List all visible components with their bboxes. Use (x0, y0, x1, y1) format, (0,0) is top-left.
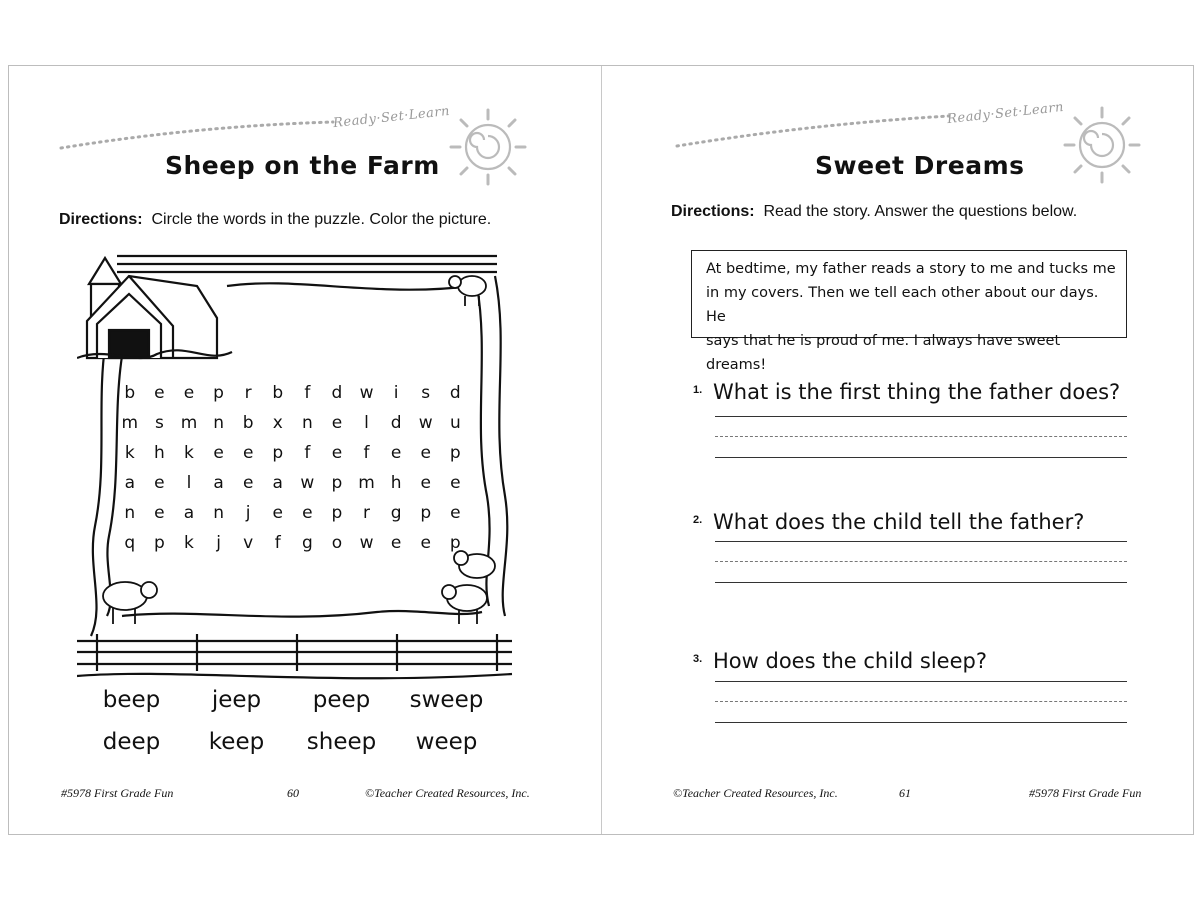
directions-text: Read the story. Answer the questions below. (763, 203, 1078, 220)
word-bank-word: beep (102, 687, 161, 713)
answer-line[interactable] (715, 541, 1127, 542)
question-number: 2. (693, 514, 703, 526)
directions (59, 211, 491, 229)
left-page (9, 66, 601, 834)
directions-label: Directions: (59, 211, 143, 228)
question-number: 3. (693, 653, 703, 665)
puzzle-letter[interactable]: b (272, 383, 284, 403)
word-bank-word: sheep (306, 729, 377, 755)
puzzle-letter[interactable]: p (272, 443, 284, 463)
right-page (601, 66, 1193, 834)
puzzle-letter[interactable]: m (180, 413, 198, 433)
puzzle-letter[interactable]: j (216, 533, 221, 553)
puzzle-letter[interactable]: q (124, 533, 136, 553)
puzzle-letter[interactable]: e (302, 503, 313, 523)
answer-line[interactable] (715, 582, 1127, 583)
puzzle-letter[interactable]: n (301, 413, 313, 433)
puzzle-letter[interactable]: a (124, 473, 135, 493)
puzzle-letter[interactable]: e (420, 533, 431, 553)
puzzle-letter[interactable]: f (363, 443, 370, 463)
puzzle-letter[interactable]: m (358, 473, 375, 493)
page-title: Sheep on the Farm (165, 151, 440, 180)
puzzle-letter[interactable]: k (184, 443, 194, 463)
question-text: What does the child tell the father? (713, 510, 1085, 534)
page-title: Sweet Dreams (815, 151, 1025, 180)
puzzle-letter[interactable]: e (331, 413, 343, 433)
puzzle-letter[interactable]: l (186, 473, 192, 493)
puzzle-letter[interactable]: n (213, 413, 224, 433)
puzzle-letter[interactable]: m (121, 413, 139, 433)
series-label: Ready·Set·Learn (946, 99, 1065, 128)
puzzle-letter[interactable]: e (420, 473, 431, 493)
puzzle-letter[interactable]: w (359, 533, 374, 553)
puzzle-letter[interactable]: s (154, 413, 164, 433)
footer-page-number: 61 (899, 786, 911, 800)
puzzle-letter[interactable]: f (304, 443, 311, 463)
puzzle-letter[interactable]: w (359, 383, 374, 403)
puzzle-letter[interactable]: e (154, 473, 165, 493)
puzzle-letter[interactable]: l (364, 413, 369, 433)
puzzle-letter[interactable]: e (213, 443, 224, 463)
puzzle-letter[interactable]: p (420, 503, 432, 523)
puzzle-letter[interactable]: a (183, 503, 195, 523)
puzzle-letter[interactable]: u (449, 413, 461, 433)
puzzle-letter[interactable]: p (331, 473, 343, 493)
answer-line[interactable] (715, 416, 1127, 417)
puzzle-letter[interactable]: a (272, 473, 283, 493)
puzzle-letter[interactable]: d (449, 383, 461, 403)
footer-copyright: ©Teacher Created Resources, Inc. (365, 786, 530, 800)
answer-midline (715, 436, 1127, 437)
puzzle-letter[interactable]: r (244, 383, 252, 403)
word-search-grid (115, 383, 470, 563)
word-bank-word: keep (208, 729, 265, 755)
puzzle-letter[interactable]: a (213, 473, 224, 493)
puzzle-letter[interactable]: p (213, 383, 224, 403)
answer-line[interactable] (715, 457, 1127, 458)
puzzle-letter[interactable]: s (421, 383, 431, 403)
puzzle-letter[interactable]: e (242, 473, 254, 493)
answer-line[interactable] (715, 681, 1127, 682)
puzzle-letter[interactable]: e (154, 503, 165, 523)
puzzle-letter[interactable]: w (300, 473, 315, 493)
question-number: 1. (693, 384, 703, 396)
puzzle-letter[interactable]: e (154, 383, 165, 403)
puzzle-letter[interactable]: i (393, 383, 399, 403)
puzzle-letter[interactable]: p (331, 503, 343, 523)
puzzle-letter[interactable]: h (390, 473, 402, 493)
word-bank-word: deep (102, 729, 161, 755)
puzzle-letter[interactable]: j (245, 503, 251, 523)
word-bank-word: jeep (211, 687, 262, 713)
sun-icon (447, 106, 529, 188)
story-line: in my covers. Then we tell each other about our days. He (706, 285, 1099, 325)
footer-page-number: 60 (287, 786, 299, 800)
story-line: At bedtime, my father reads a story to me and tucks me (706, 261, 1116, 277)
word-bank (79, 687, 499, 771)
puzzle-letter[interactable]: d (390, 413, 402, 433)
directions (671, 203, 1077, 221)
puzzle-letter[interactable]: p (449, 533, 461, 553)
puzzle-letter[interactable]: g (301, 533, 313, 553)
book-spread (8, 65, 1194, 835)
puzzle-letter[interactable]: d (331, 383, 343, 403)
footer-book: #5978 First Grade Fun (1029, 786, 1142, 800)
puzzle-letter[interactable]: g (390, 503, 402, 523)
footer-book: #5978 First Grade Fun (61, 786, 174, 800)
puzzle-letter[interactable]: e (272, 503, 283, 523)
puzzle-letter[interactable]: b (242, 413, 254, 433)
puzzle-letter[interactable]: p (449, 443, 461, 463)
puzzle-letter[interactable]: b (124, 383, 136, 403)
puzzle-letter[interactable]: e (450, 503, 461, 523)
puzzle-letter[interactable]: f (274, 533, 281, 553)
puzzle-letter[interactable]: e (420, 443, 431, 463)
question-text: How does the child sleep? (713, 649, 987, 673)
puzzle-letter[interactable]: n (124, 503, 136, 523)
puzzle-letter[interactable]: x (272, 413, 283, 433)
puzzle-letter[interactable]: p (153, 533, 165, 553)
puzzle-letter[interactable]: v (243, 533, 254, 553)
question-text: What is the first thing the father does? (713, 380, 1121, 404)
footer-copyright: ©Teacher Created Resources, Inc. (673, 786, 838, 800)
puzzle-letter[interactable]: r (363, 503, 371, 523)
answer-midline (715, 561, 1127, 562)
word-bank-word: peep (312, 687, 371, 713)
puzzle-letter[interactable]: o (331, 533, 343, 553)
puzzle-letter[interactable]: h (154, 443, 165, 463)
puzzle-letter[interactable]: f (304, 383, 311, 403)
dotted-arc-decoration (673, 104, 953, 154)
puzzle-letter[interactable]: e (390, 443, 402, 463)
puzzle-letter[interactable]: e (331, 443, 343, 463)
series-label: Ready·Set·Learn (332, 103, 451, 132)
puzzle-letter[interactable]: n (213, 503, 224, 523)
puzzle-letter[interactable]: e (242, 443, 254, 463)
puzzle-letter[interactable]: e (450, 473, 461, 493)
puzzle-letter[interactable]: w (418, 413, 433, 433)
word-bank-word: sweep (409, 687, 484, 713)
puzzle-letter[interactable]: k (124, 443, 135, 463)
answer-line[interactable] (715, 722, 1127, 723)
sun-icon (1061, 104, 1143, 186)
story-line: says that he is proud of me. I always have sweet dreams! (706, 333, 1061, 373)
story-box (691, 250, 1127, 373)
puzzle-letter[interactable]: e (390, 533, 402, 553)
puzzle-letter[interactable]: k (184, 533, 194, 553)
directions-label: Directions: (671, 203, 755, 220)
directions-text: Circle the words in the puzzle. Color the picture. (151, 211, 492, 228)
puzzle-letter[interactable]: e (183, 383, 195, 403)
word-bank-word: weep (415, 729, 478, 755)
answer-midline (715, 701, 1127, 702)
